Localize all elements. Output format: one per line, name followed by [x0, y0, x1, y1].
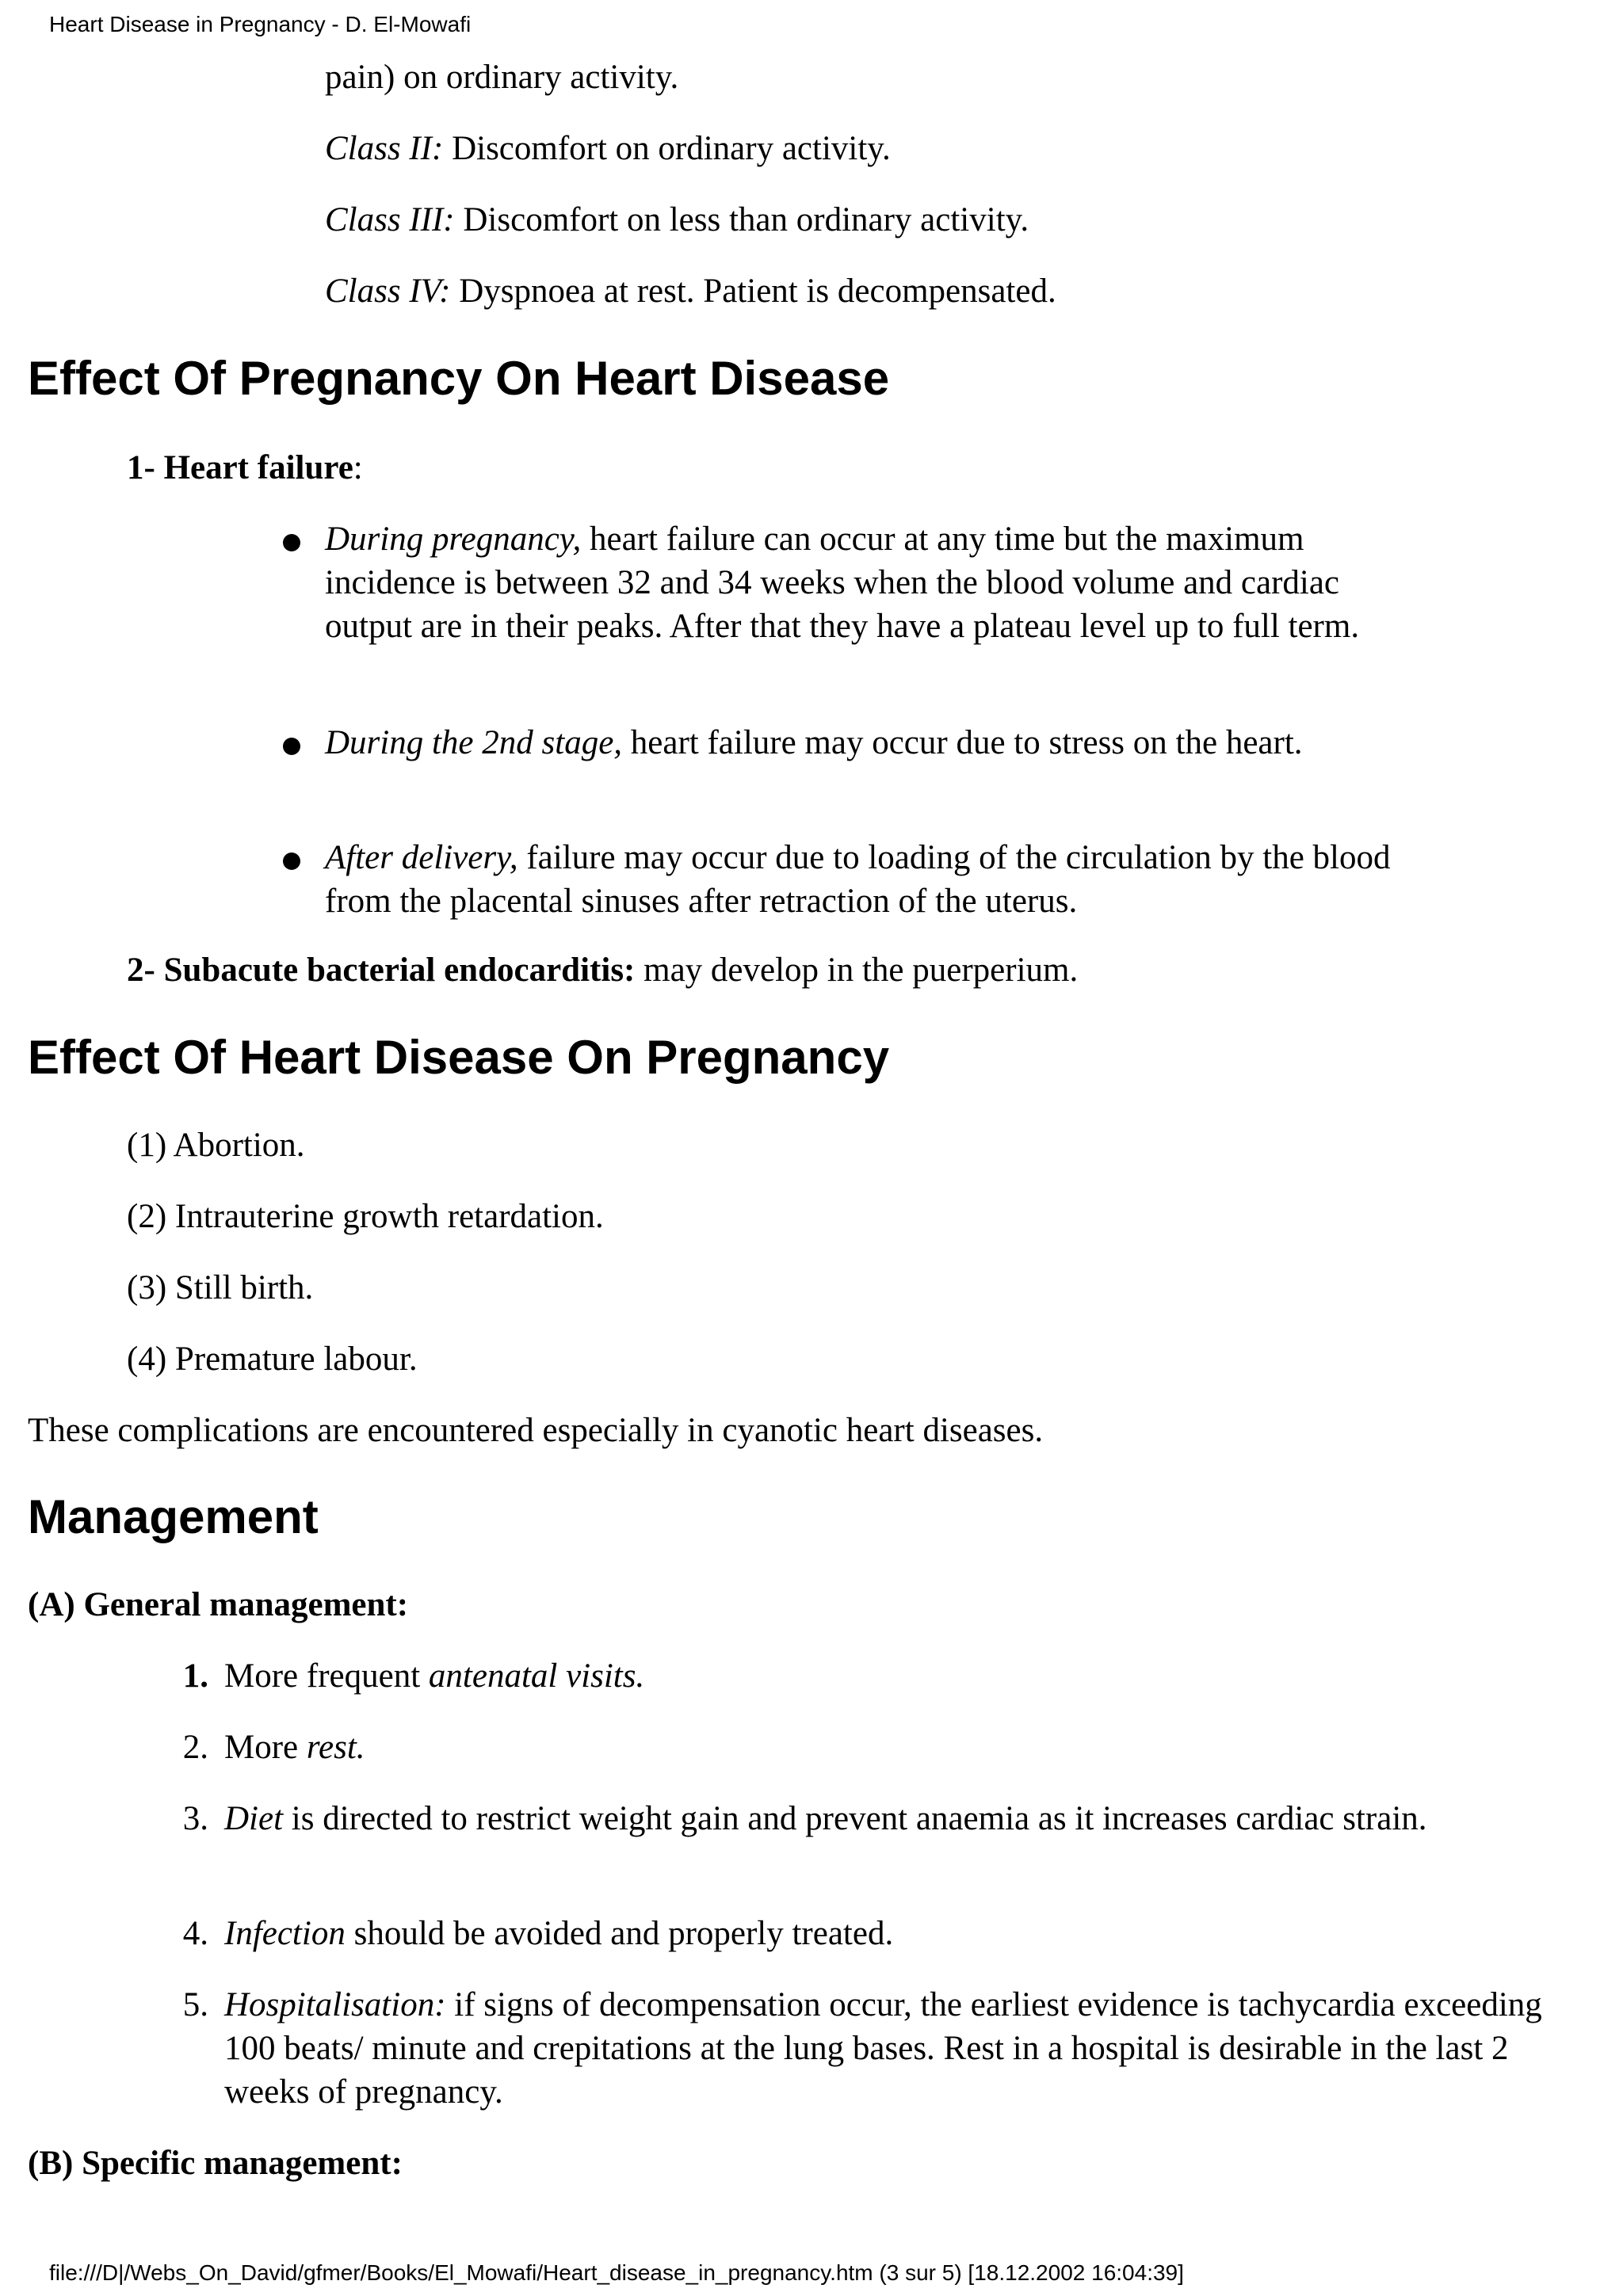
complications-note: These complications are encountered especially in cyanotic heart diseases.	[28, 1412, 1044, 1449]
complication-item: (4) Premature labour.	[127, 1341, 418, 1378]
bullet-after-delivery	[325, 836, 1411, 923]
item-pre: More frequent	[224, 1657, 429, 1695]
sbe-text: may develop in the puerperium.	[635, 952, 1079, 989]
class-iii-label: Class III:	[325, 201, 455, 238]
complication-item: (3) Still birth.	[127, 1269, 314, 1306]
heart-failure-label-text: 1- Heart failure	[127, 449, 353, 486]
class-iv-label: Class IV:	[325, 273, 451, 310]
item-em: antenatal visits.	[428, 1657, 645, 1695]
item-em: Hospitalisation:	[224, 1986, 446, 2023]
management-item-infection	[224, 1912, 1524, 1955]
bullet-during-pregnancy	[325, 517, 1411, 648]
list-number: 2.	[182, 1729, 208, 1766]
management-item-rest	[224, 1726, 1524, 1769]
management-item-diet	[224, 1797, 1524, 1840]
class-ii-label: Class II:	[325, 130, 444, 167]
item-post: if signs of decompensation occur, the earliest evidence is tachycardia exceeding 100 beats/ minute and crepitations at the lung bases. Rest in a hospital is desirable in the last 2 weeks of pregnancy.	[224, 1986, 1542, 2111]
page-footer-path: file:///D|/Webs_On_David/gfmer/Books/El_Mowafi/Heart_disease_in_pregnancy.htm (3 sur 5) [18.12.2002 16:04:39]	[49, 2260, 1184, 2285]
class-ii	[325, 127, 891, 170]
bullet-second-stage	[325, 721, 1411, 765]
bullet-dot-icon	[283, 534, 300, 551]
list-number: 5.	[182, 1986, 208, 2023]
complication-item: (2) Intrauterine growth retardation.	[127, 1198, 604, 1235]
heading-effect-pregnancy-on-heart: Effect Of Pregnancy On Heart Disease	[28, 352, 890, 405]
bullet-lead: During the 2nd stage,	[325, 724, 623, 761]
bullet-text: failure may occur due to loading of the circulation by the blood from the placental sinuses after retraction of the uterus.	[325, 839, 1391, 920]
list-number: 3.	[182, 1800, 208, 1837]
item-em: rest.	[306, 1729, 365, 1766]
class-ii-text: Discomfort on ordinary activity.	[443, 130, 891, 167]
bullet-text: heart failure may occur due to stress on the heart.	[622, 724, 1303, 761]
item-post: should be avoided and properly treated.	[345, 1915, 894, 1952]
bullet-lead: During pregnancy,	[325, 521, 582, 558]
bullet-dot-icon	[283, 738, 300, 755]
class-iii	[325, 198, 1029, 242]
item-em: Infection	[224, 1915, 346, 1952]
running-header: Heart Disease in Pregnancy - D. El-Mowafi	[49, 12, 472, 36]
specific-management-label-text: (B) Specific management:	[28, 2145, 403, 2182]
heading-effect-heart-on-pregnancy: Effect Of Heart Disease On Pregnancy	[28, 1031, 890, 1084]
sbe-label: 2- Subacute bacterial endocarditis:	[127, 952, 636, 989]
class-iii-text: Discomfort on less than ordinary activity.	[454, 201, 1029, 238]
management-item-hospitalisation	[224, 1983, 1571, 2114]
sbe-line	[127, 948, 1078, 992]
heading-management: Management	[28, 1490, 319, 1543]
item-em: Diet	[224, 1800, 284, 1837]
list-number: 1.	[182, 1657, 208, 1695]
item-post: is directed to restrict weight gain and prevent anaemia as it increases cardiac strain.	[283, 1800, 1427, 1837]
list-number: 4.	[182, 1915, 208, 1952]
class-iv-text: Dyspnoea at rest. Patient is decompensated.	[450, 273, 1056, 310]
management-item-antenatal	[224, 1654, 1524, 1698]
item-pre: More	[224, 1729, 307, 1766]
class-iv	[325, 269, 1056, 313]
heart-failure-colon: :	[353, 449, 363, 486]
complication-item: (1) Abortion.	[127, 1127, 305, 1164]
general-management-label	[28, 1583, 408, 1627]
bullet-text: heart failure can occur at any time but the maximum incidence is between 32 and 34 weeks when the blood volume and cardiac output are in their peaks. After that they have a plateau level up to full term.	[325, 521, 1360, 645]
bullet-dot-icon	[283, 852, 300, 870]
bullet-lead: After delivery,	[325, 839, 518, 876]
general-management-label-text: (A) General management:	[28, 1586, 409, 1623]
specific-management-label	[28, 2142, 403, 2185]
heart-failure-label	[127, 446, 363, 490]
class-continuation: pain) on ordinary activity.	[325, 59, 679, 96]
